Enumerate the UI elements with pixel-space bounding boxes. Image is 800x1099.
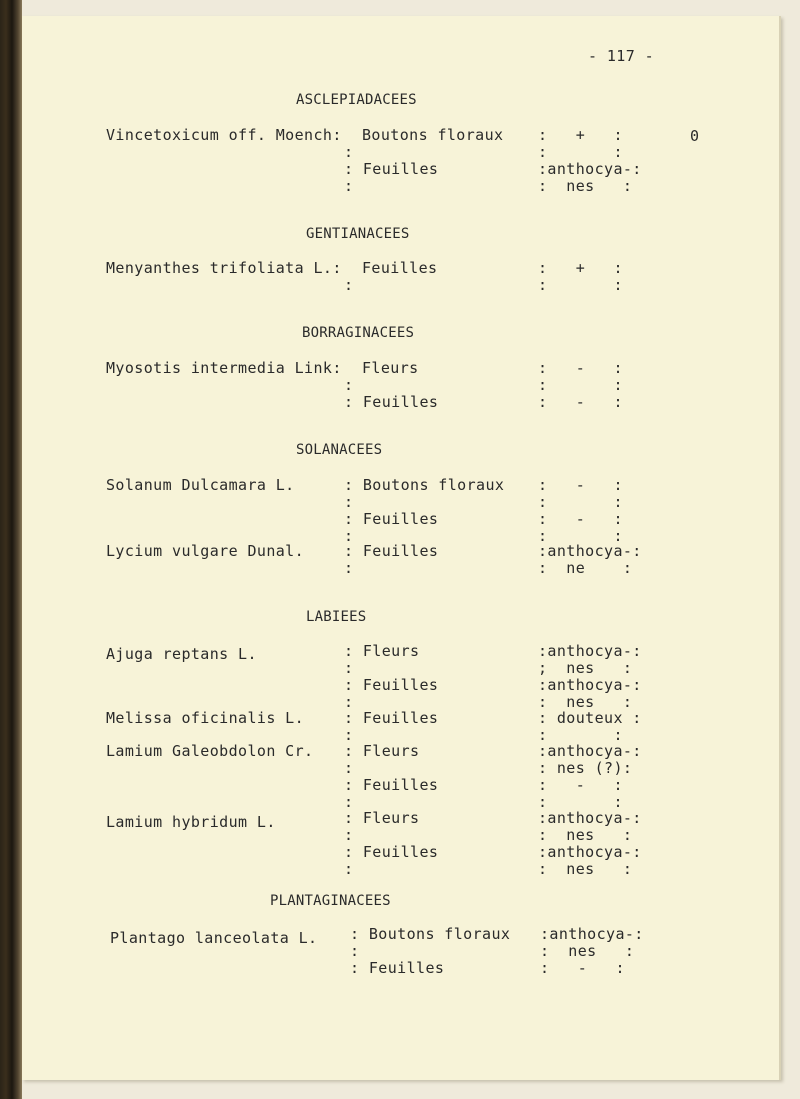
organ-label: : [344, 726, 354, 744]
test-result: :anthocya-: [538, 642, 642, 660]
organ-label: : [344, 693, 354, 711]
organ-label: : [350, 942, 360, 960]
organ-label: : Feuilles [344, 393, 439, 411]
organ-label: : [344, 276, 354, 294]
organ-label: Feuilles [362, 259, 438, 277]
test-result: : - : [538, 476, 623, 494]
test-result: : + : [538, 259, 623, 277]
test-result: : ne : [538, 559, 633, 577]
test-result: : - : [540, 959, 625, 977]
organ-label: : Feuilles [350, 959, 445, 977]
test-result: : - : [538, 359, 623, 377]
test-result: :anthocya-: [538, 676, 642, 694]
organ-label: : Feuilles [344, 709, 439, 727]
organ-label: : Feuilles [344, 843, 439, 861]
organ-label: : [344, 376, 354, 394]
organ-label: : [344, 177, 354, 195]
plant-name: Solanum Dulcamara L. [106, 476, 295, 494]
test-result: : : [538, 376, 623, 394]
organ-label: : [344, 143, 354, 161]
family-heading: PLANTAGINACEES [270, 893, 391, 909]
page-number: - 117 - [588, 47, 655, 65]
test-result: : - : [538, 510, 623, 528]
organ-label: : [344, 527, 354, 545]
test-result: :anthocya-: [538, 160, 642, 178]
test-result: : nes (?): [538, 759, 633, 777]
plant-name: Ajuga reptans L. [106, 645, 257, 663]
test-result: :anthocya-: [540, 925, 644, 943]
plant-name: Lycium vulgare Dunal. [106, 542, 305, 560]
test-result: : : [538, 276, 623, 294]
plant-name: Lamium Galeobdolon Cr. [106, 742, 314, 760]
organ-label: : [344, 860, 354, 878]
organ-label: : [344, 493, 354, 511]
plant-name: Plantago lanceolata L. [110, 929, 318, 947]
organ-label: : [344, 559, 354, 577]
organ-label: : [344, 759, 354, 777]
test-result: : + : [538, 126, 623, 144]
organ-label: : Feuilles [344, 542, 439, 560]
test-result: : : [538, 726, 623, 744]
plant-name: Melissa oficinalis L. [106, 709, 305, 727]
organ-label: : [344, 826, 354, 844]
test-result: : nes : [538, 693, 633, 711]
organ-label: Fleurs [362, 359, 419, 377]
organ-label: : Feuilles [344, 776, 439, 794]
test-result: : - : [538, 393, 623, 411]
test-result: :anthocya-: [538, 809, 642, 827]
plant-name: Menyanthes trifoliata L.: [106, 259, 342, 277]
test-result: : nes : [540, 942, 635, 960]
test-result: : : [538, 793, 623, 811]
book-binding [0, 0, 22, 1099]
test-result: : douteux : [538, 709, 642, 727]
test-result: : : [538, 143, 623, 161]
plant-name: Lamium hybridum L. [106, 813, 276, 831]
margin-note: 0 [690, 127, 700, 145]
test-result: : nes : [538, 177, 633, 195]
organ-label: : Feuilles [344, 160, 439, 178]
organ-label: : [344, 793, 354, 811]
plant-name: Myosotis intermedia Link: [106, 359, 342, 377]
test-result: ; nes : [538, 659, 633, 677]
family-heading: GENTIANACEES [306, 226, 410, 242]
organ-label: : Boutons floraux [350, 925, 511, 943]
family-heading: LABIEES [306, 609, 367, 625]
organ-label: : [344, 659, 354, 677]
test-result: : - : [538, 776, 623, 794]
test-result: :anthocya-: [538, 843, 642, 861]
test-result: :anthocya-: [538, 542, 642, 560]
family-heading: SOLANACEES [296, 442, 383, 458]
organ-label: : Boutons floraux [344, 476, 505, 494]
plant-name: Vincetoxicum off. Moench: [106, 126, 342, 144]
organ-label: : Feuilles [344, 510, 439, 528]
test-result: : : [538, 493, 623, 511]
family-heading: ASCLEPIADACEES [296, 92, 417, 108]
organ-label: : Fleurs [344, 742, 420, 760]
organ-label: Boutons floraux [362, 126, 504, 144]
organ-label: : Fleurs [344, 642, 420, 660]
family-heading: BORRAGINACEES [302, 325, 415, 341]
test-result: : : [538, 527, 623, 545]
organ-label: : Fleurs [344, 809, 420, 827]
test-result: : nes : [538, 860, 633, 878]
test-result: :anthocya-: [538, 742, 642, 760]
test-result: : nes : [538, 826, 633, 844]
organ-label: : Feuilles [344, 676, 439, 694]
